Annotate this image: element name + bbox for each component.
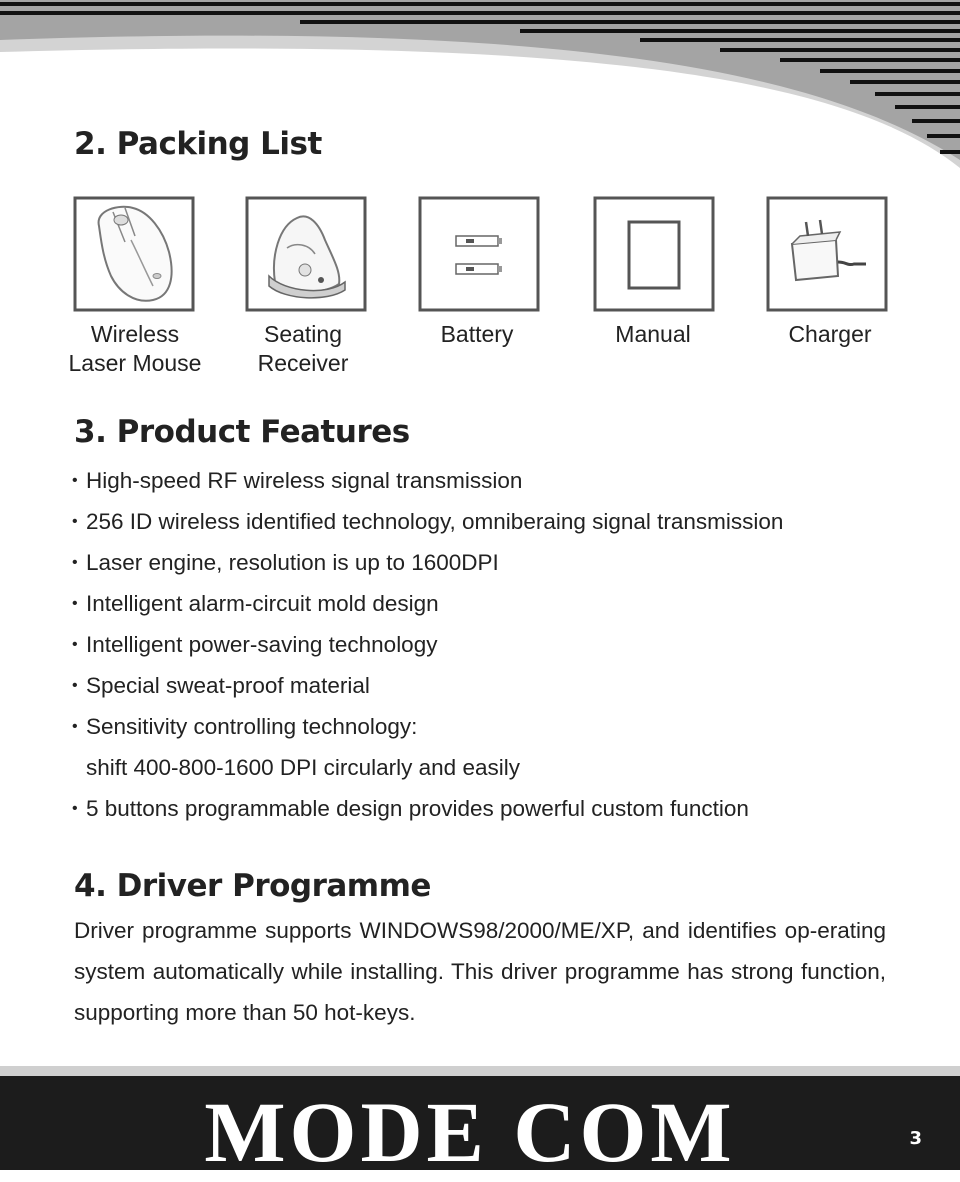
feature-item: • Laser engine, resolution is up to 1600DPI [72,542,892,583]
pack-label-battery: Battery [440,321,514,347]
feature-item: • Intelligent power-saving technology [72,624,892,665]
battery-image [418,196,540,312]
pack-label-charger: Charger [788,321,872,347]
manual-image [593,196,715,312]
battery-icon [418,196,540,312]
charger-image [766,196,888,312]
charger-icon [766,196,888,312]
packing-list-heading: 2. Packing List [74,126,322,162]
feature-item: • Sensitivity controlling technology: shift 400-800-1600 DPI circularly and easily [72,706,892,788]
driver-description: Driver programme supports WINDOWS98/2000/ME/XP, and identifies op-erating system automatically while installing. This driver programme has strong function, supporting more than 50 hot-keys. [74,918,886,1025]
page-number: 3 [909,1128,922,1149]
pack-label-receiver: Seating Receiver [257,321,349,376]
feature-item: • 5 buttons programmable design provides powerful custom function [72,788,892,829]
receiver-image [245,196,367,312]
footer-divider [0,1066,960,1076]
feature-item: • 256 ID wireless identified technology, omniberaing signal transmission [72,501,892,542]
manual-icon [593,196,715,312]
product-features-heading: 3. Product Features [74,414,410,450]
brand-logo: MODE COM [204,1084,736,1180]
mouse-icon [73,196,195,312]
pack-label-manual: Manual [615,321,691,347]
feature-list [72,460,892,829]
feature-item-continuation: shift 400-800-1600 DPI circularly and easily [86,755,520,780]
feature-item: • High-speed RF wireless signal transmission [72,460,892,501]
feature-item: • Intelligent alarm-circuit mold design [72,583,892,624]
pack-label-mouse: Wireless Laser Mouse [68,321,202,376]
receiver-icon [245,196,367,312]
driver-programme-heading: 4. Driver Programme [74,868,431,904]
mouse-image [73,196,195,312]
feature-item: • Special sweat-proof material [72,665,892,706]
